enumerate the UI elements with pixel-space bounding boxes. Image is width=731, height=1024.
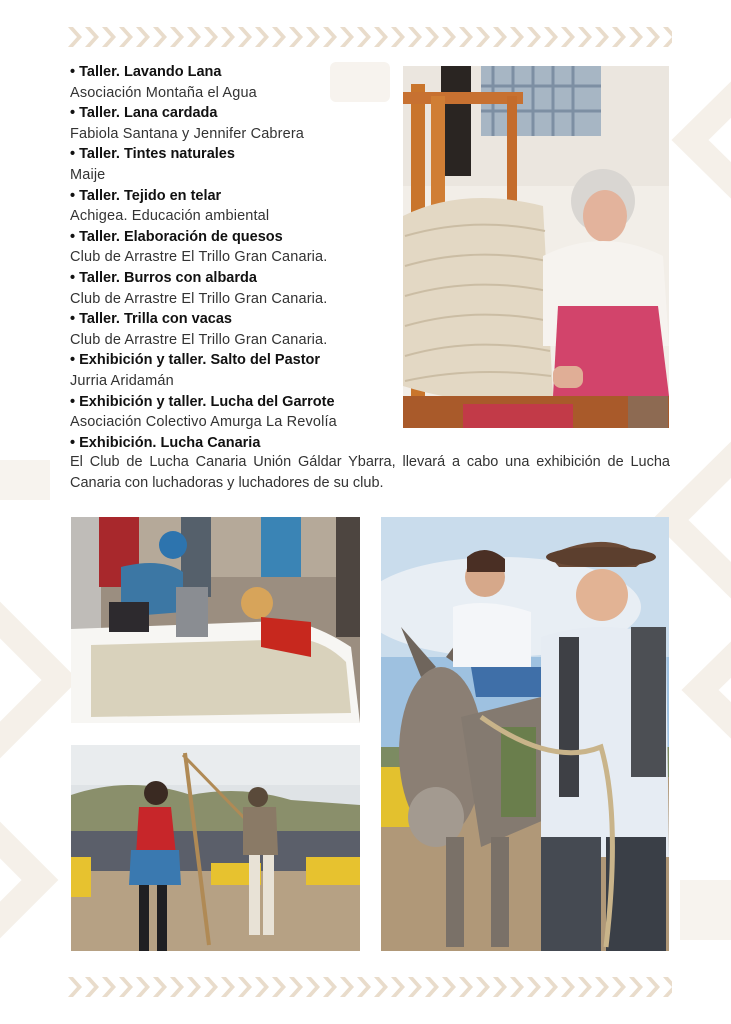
chevron-shape [372,25,389,49]
workshop-title: • Taller. Lana cardada [70,103,390,124]
chevron-shape [304,975,321,999]
chevron-shape [457,975,474,999]
workshop-title: • Exhibición y taller. Salto del Pastor [70,350,390,371]
chevron-shape [389,25,406,49]
workshop-list [70,62,390,453]
chevron-shape [627,25,644,49]
chevron-shape [474,975,491,999]
photo-boy-with-donkey [381,517,669,951]
chevron-shape [253,975,270,999]
chevron-shape [355,25,372,49]
photo-children-washing-wool [71,517,360,723]
chevron-shape [627,975,644,999]
photo-woman-carding-wool [403,66,669,428]
chevron-shape [491,975,508,999]
chevron-shape [508,25,525,49]
chevron-shape [253,25,270,49]
chevron-shape [661,25,672,49]
chevron-shape [83,25,100,49]
chevron-shape [151,25,168,49]
chevron-shape [168,975,185,999]
workshop-organizer: Club de Arrastre El Trillo Gran Canaria. [70,331,328,348]
chevron-shape [66,975,83,999]
chevron-shape [440,25,457,49]
chevron-shape [576,975,593,999]
workshop-title: • Taller. Elaboración de quesos [70,227,390,248]
chevron-shape [576,25,593,49]
workshop-organizer: Asociación Colectivo Amurga La Revolía [70,414,337,431]
chevron-shape [287,975,304,999]
chevron-shape [423,975,440,999]
chevron-shape [457,25,474,49]
list-item [70,309,390,350]
list-item [70,227,390,268]
chevron-shape [321,975,338,999]
list-item [70,350,390,391]
chevron-shape [644,975,661,999]
workshop-organizer: Club de Arrastre El Trillo Gran Canaria. [70,249,328,266]
workshop-title: • Exhibición y taller. Lucha del Garrote [70,392,390,413]
chevron-shape [389,975,406,999]
lucha-canaria-description: El Club de Lucha Canaria Unión Gáldar Ybarra, llevará a cabo una exhibición de Lucha Canaria con luchadoras y luchadores de su club. [70,454,670,491]
chevron-shape [304,25,321,49]
chevron-shape [406,975,423,999]
chevron-shape [559,25,576,49]
chevron-shape [83,975,100,999]
workshop-title: • Taller. Tintes naturales [70,144,390,165]
chevron-shape [202,25,219,49]
chevron-shape [270,25,287,49]
chevron-shape [610,975,627,999]
chevron-shape [100,975,117,999]
chevron-shape [219,25,236,49]
chevron-shape [236,975,253,999]
chevron-shape [372,975,389,999]
chevron-shape [423,25,440,49]
list-item [70,103,390,144]
chevron-shape [287,25,304,49]
chevron-shape [185,25,202,49]
list-item [70,62,390,103]
list-item [70,186,390,227]
chevron-shape [542,25,559,49]
list-item [70,433,390,454]
chevron-shape [559,975,576,999]
chevron-shape [474,25,491,49]
workshop-organizer: Fabiola Santana y Jennifer Cabrera [70,125,305,142]
workshop-organizer: Jurria Aridamán [70,372,174,389]
decorative-chevron-border-bottom [66,975,672,999]
list-item [70,392,390,433]
workshop-title: • Taller. Tejido en telar [70,186,390,207]
photo-salto-del-pastor [71,745,360,951]
chevron-shape [236,25,253,49]
chevron-shape [321,25,338,49]
workshop-organizer: Club de Arrastre El Trillo Gran Canaria. [70,290,328,307]
chevron-shape [593,25,610,49]
workshop-title: • Exhibición. Lucha Canaria [70,433,390,454]
chevron-shape [202,975,219,999]
chevron-shape [270,975,287,999]
workshop-organizer: Maije [70,166,106,183]
chevron-shape [525,975,542,999]
list-item [70,268,390,309]
chevron-shape [117,975,134,999]
chevron-shape [406,25,423,49]
workshop-title: • Taller. Burros con albarda [70,268,390,289]
chevron-shape [134,975,151,999]
chevron-shape [66,25,83,49]
list-item [70,144,390,185]
workshop-title: • Taller. Lavando Lana [70,62,390,83]
chevron-shape [644,25,661,49]
chevron-shape [168,25,185,49]
chevron-shape [355,975,372,999]
chevron-shape [100,25,117,49]
chevron-shape [525,25,542,49]
chevron-shape [440,975,457,999]
workshop-organizer: Asociación Montaña el Agua [70,84,257,101]
chevron-shape [338,25,355,49]
chevron-shape [593,975,610,999]
decorative-chevron-border-top [66,25,672,49]
chevron-shape [151,975,168,999]
chevron-shape [508,975,525,999]
workshop-title: • Taller. Trilla con vacas [70,309,390,330]
chevron-shape [134,25,151,49]
chevron-shape [338,975,355,999]
chevron-shape [491,25,508,49]
workshop-organizer: Achigea. Educación ambiental [70,208,270,225]
chevron-shape [219,975,236,999]
chevron-shape [185,975,202,999]
chevron-shape [661,975,672,999]
chevron-shape [542,975,559,999]
chevron-shape [117,25,134,49]
chevron-shape [610,25,627,49]
